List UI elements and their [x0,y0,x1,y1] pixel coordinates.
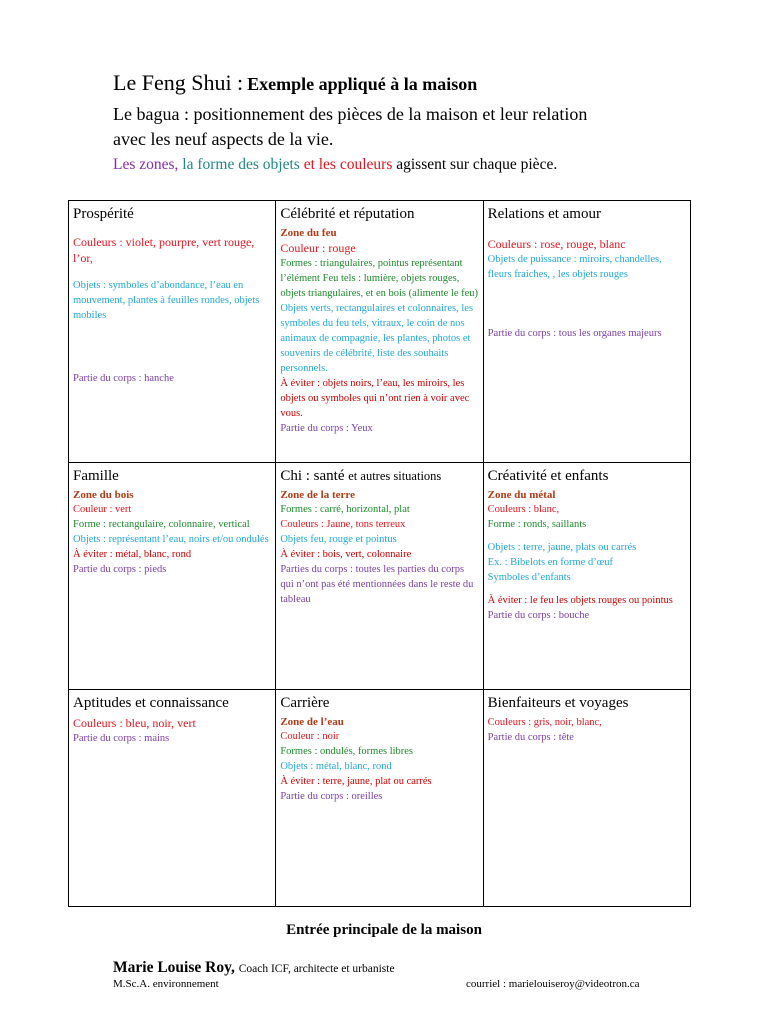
cell-objets: Objets : terre, jaune, plats ou carrés [487,542,637,553]
cell-eviter: À éviter : objets noirs, l’eau, les miroirs, les objets ou symboles qui n’ont rien à voir avec vous. [280,378,470,419]
color-legend [113,154,673,176]
cell-title: Aptitudes et connaissance [73,695,229,711]
cell-title: Relations et amour [487,206,601,222]
cell-celebrite [276,201,483,463]
bagua-row [69,201,691,463]
cell-formes: Formes : carré, horizontal, plat [280,504,410,515]
cell-title: Créativité et enfants [487,468,609,484]
author-name: Marie Louise Roy, [113,959,235,976]
cell-title: Bienfaiteurs et voyages [487,695,629,711]
cell-couleur: Couleur : rouge [280,241,356,255]
bagua-row [69,463,691,690]
cell-couleurs: Couleurs : rose, rouge, blanc [487,237,626,251]
entrance-label: Entrée principale de la maison [286,922,482,938]
title-sub: Exemple appliqué à la maison [247,74,478,94]
cell-zone: Zone de la terre [280,489,355,501]
cell-objets: Objets : symboles d’abondance, l’eau en mouvement, plantes à feuilles rondes, objets mobiles [73,280,260,321]
cell-title: Famille [73,468,119,484]
bagua-row [69,690,691,907]
cell-bienfaiteurs [483,690,690,907]
cell-corps: Partie du corps : Yeux [280,423,373,434]
cell-corps: Partie du corps : oreilles [280,791,383,802]
cell-forme: Forme : rectangulaire, colonnaire, vertical [73,519,250,530]
bagua-grid [68,200,691,907]
cell-corps: Parties du corps : toutes les parties du corps qui n’ont pas été mentionnées dans le reste du tableau [280,564,474,605]
cell-corps: Partie du corps : mains [73,733,170,744]
cell-objets: Objets : métal, blanc, rond [280,761,392,772]
cell-prosperite [69,201,276,463]
legend-forms: la forme des objets [182,156,300,173]
cell-symboles: Symboles d’enfants [487,572,571,583]
author-line [113,959,395,977]
cell-formes: Formes : ondulés, formes libres [280,746,414,757]
cell-eviter: À éviter : le feu les objets rouges ou pointus [487,595,673,606]
cell-forme: Forme : ronds, saillants [487,519,587,530]
cell-eviter: À éviter : terre, jaune, plat ou carrés [280,776,432,787]
cell-chi [276,463,483,690]
cell-corps: Partie du corps : pieds [73,564,167,575]
cell-creativite [483,463,690,690]
title-main: Le Feng Shui : [113,70,244,95]
author-email: courriel : marielouiseroy@videotron.ca [466,978,640,990]
legend-colors: et les couleurs [303,156,393,173]
cell-couleurs: Couleurs : gris, noir, blanc, [487,717,602,728]
cell-zone: Zone du bois [73,489,134,501]
cell-title: Prospérité [73,206,134,222]
cell-couleur: Couleur : vert [73,504,132,515]
cell-title-small: et autres situations [348,469,442,483]
cell-formes: Formes : triangulaires, pointus représentant l’élément Feu tels : lumière, objets rouges, objets triangulaires, et en bois (alimente le feu) [280,258,479,299]
legend-rest: agissent sur chaque pièce. [396,156,558,173]
cell-title: Carrière [280,695,330,711]
cell-corps: Partie du corps : tête [487,732,574,743]
cell-relations [483,201,690,463]
cell-objets: Objets : représentant l’eau, noirs et/ou ondulés [73,534,269,545]
cell-eviter: À éviter : bois, vert, colonnaire [280,549,412,560]
cell-corps: Partie du corps : bouche [487,610,590,621]
cell-couleurs: Couleurs : violet, pourpre, vert rouge, l’or, [73,235,255,265]
cell-title-main: Chi : santé [280,468,345,484]
cell-zone: Zone du métal [487,489,556,501]
cell-zone: Zone du feu [280,227,337,239]
author-degree: M.Sc.A. environnement [113,978,219,990]
cell-objets: Objets feu, rouge et pointus [280,534,397,545]
cell-couleurs: Couleurs : bleu, noir, vert [73,716,196,730]
legend-zones: Les zones, [113,156,179,173]
cell-title [280,466,478,486]
document-title [113,68,673,101]
cell-corps: Partie du corps : hanche [73,373,174,384]
cell-title: Célébrité et réputation [280,206,415,222]
cell-example: Ex. : Bibelots en forme d’œuf [487,557,614,568]
cell-eviter: À éviter : métal, blanc, rond [73,549,192,560]
cell-aptitudes [69,690,276,907]
cell-couleur: Couleur : noir [280,731,340,742]
cell-famille [69,463,276,690]
cell-zone: Zone de l’eau [280,716,344,728]
document-header [113,68,673,176]
cell-objets: Objets verts, rectangulaires et colonnaires, les symboles du feu tels, vitraux, le coin de nos animaux de compagnie, les plantes, photos et souvenirs de célébrité, liste des souhaits personnels. [280,303,474,374]
subtitle-line-2: avec les neuf aspects de la vie. [113,129,334,149]
cell-couleurs: Couleurs : blanc, [487,504,560,515]
cell-carriere [276,690,483,907]
cell-objets: Objets de puissance : miroirs, chandelles, fleurs fraiches, , les objets rouges [487,254,662,280]
cell-couleurs: Couleurs : Jaune, tons terreux [280,519,406,530]
cell-corps: Partie du corps : tous les organes majeurs [487,328,662,339]
subtitle [113,102,673,152]
author-role: Coach ICF, architecte et urbaniste [238,963,395,975]
subtitle-line-1: Le bagua : positionnement des pièces de la maison et leur relation [113,104,588,124]
